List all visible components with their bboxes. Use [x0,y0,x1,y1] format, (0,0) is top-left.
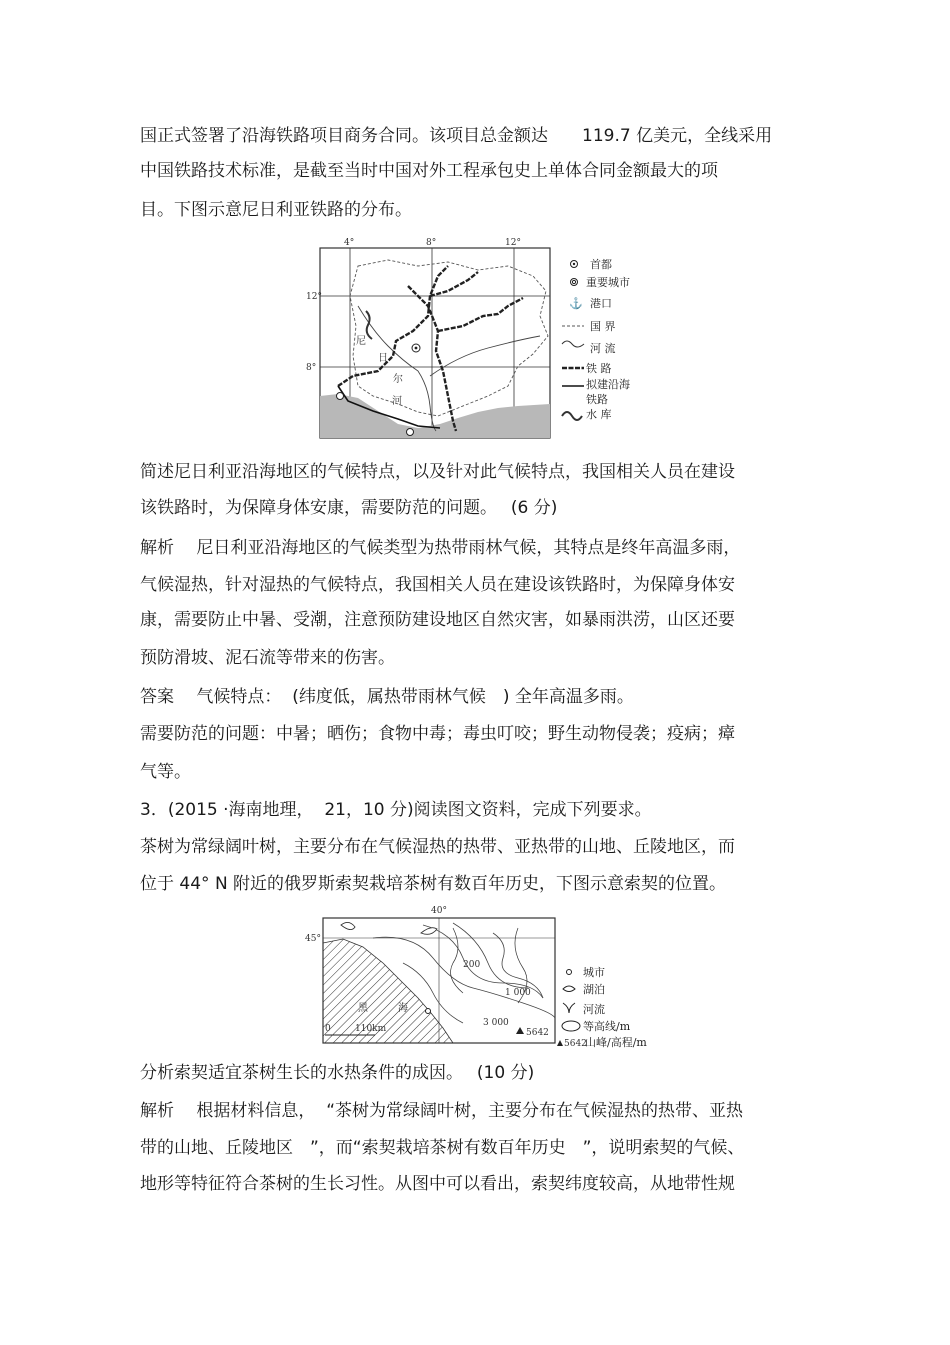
text-line: 预防滑坡、泥石流等带来的伤害。 [140,648,395,668]
map-label: 尔 [393,374,403,385]
map-label: 日 [378,353,388,364]
text-line: 中国铁路技术标准，是截至当时中国对外工程承包史上单体合同金额最大的项 [140,161,718,181]
legend-capital: 首都 [590,258,612,271]
lon-tick: 8° [426,238,437,248]
lon-tick: 40° [431,906,447,916]
sea-label: 黑 [358,1003,368,1014]
text-line: 解析 根据材料信息， “茶树为常绿阔叶树，主要分布在气候湿热的热带、亚热 [140,1101,744,1121]
text-line: 简述尼日利亚沿海地区的气候特点，以及针对此气候特点，我国相关人员在建设 [140,462,735,482]
legend-lake: 湖泊 [583,983,605,996]
lon-tick: 12° [505,238,521,248]
legend-river: 河 流 [590,342,616,355]
sea-label: 海 [398,1003,408,1014]
text-line: 3．(2015 ·海南地理， 21，10 分)阅读图文资料，完成下列要求。 [140,800,652,820]
legend-city: 重要城市 [586,276,630,289]
text-line: 气等。 [140,762,191,782]
scale-label: 0 [325,1024,331,1034]
lat-tick: 45° [305,934,321,944]
text-line: 康，需要防止中暑、受潮，注意预防建设地区自然灾害，如暴雨洪涝，山区还要 [140,610,735,630]
contour-label: 1 000 [505,988,531,998]
lon-tick: 4° [344,238,355,248]
text-line: 分析索契适宜茶树生长的水热条件的成因。 (10 分) [140,1063,535,1083]
text-line: 茶树为常绿阔叶树，主要分布在气候湿热的热带、亚热带的山地、丘陵地区，而 [140,837,735,857]
legend-peak-value: 5642 [564,1039,587,1049]
legend-proposed: 拟建沿海 [586,378,630,391]
text-line: 带的山地、丘陵地区 ”，而“索契栽培茶树有数百年历史 ”，说明索契的气候、 [140,1138,745,1158]
map-legend [557,966,647,1049]
text-line: 国正式签署了沿海铁路项目商务合同。该项目总金额达 119.7 亿美元，全线采用 [140,126,773,146]
lat-tick: 8° [306,363,317,373]
legend-contour: 等高线/m [583,1020,631,1033]
text-line: 该铁路时，为保障身体安康，需要防范的问题。 (6 分) [140,498,558,518]
map-label: 尼 [356,336,366,347]
text-line: 需要防范的问题：中暑；晒伤；食物中毒；毒虫叮咬；野生动物侵袭；疫病；瘴 [140,724,735,744]
text-line: 解析 尼日利亚沿海地区的气候类型为热带雨林气候，其特点是终年高温多雨， [140,538,741,558]
text-line: 地形等特征符合茶树的生长习性。从图中可以看出，索契纬度较高，从地带性规 [140,1174,735,1194]
legend-railway: 铁 路 [586,362,612,375]
map-label: 河 [392,396,402,407]
text-line: 答案 气候特点： (纬度低，属热带雨林气候 ) 全年高温多雨。 [140,687,634,707]
legend-proposed-2: 铁路 [586,393,608,406]
scale-label: 110km [355,1024,387,1034]
legend-border: 国 界 [590,320,616,333]
legend-peak: 山峰/高程/m [585,1036,647,1049]
text-line: 气候湿热，针对湿热的气候特点，我国相关人员在建设该铁路时，为保障身体安 [140,575,735,595]
contour-label: 200 [463,960,481,970]
sochi-location-map [303,903,648,1048]
map-legend [562,257,630,421]
legend-reservoir: 水 库 [586,408,612,421]
legend-city: 城市 [583,966,605,979]
anchor-icon: ⚓ [569,297,583,310]
nigeria-railway-map [306,236,648,441]
contour-label: 3 000 [483,1018,509,1028]
legend-port: 港口 [590,297,612,310]
peak-label: 5642 [526,1028,549,1038]
legend-river: 河流 [583,1003,605,1016]
text-line: 位于 44° N 附近的俄罗斯索契栽培茶树有数百年历史，下图示意索契的位置。 [140,874,727,894]
text-line: 目。下图示意尼日利亚铁路的分布。 [140,200,412,220]
lat-tick: 12° [306,292,322,302]
